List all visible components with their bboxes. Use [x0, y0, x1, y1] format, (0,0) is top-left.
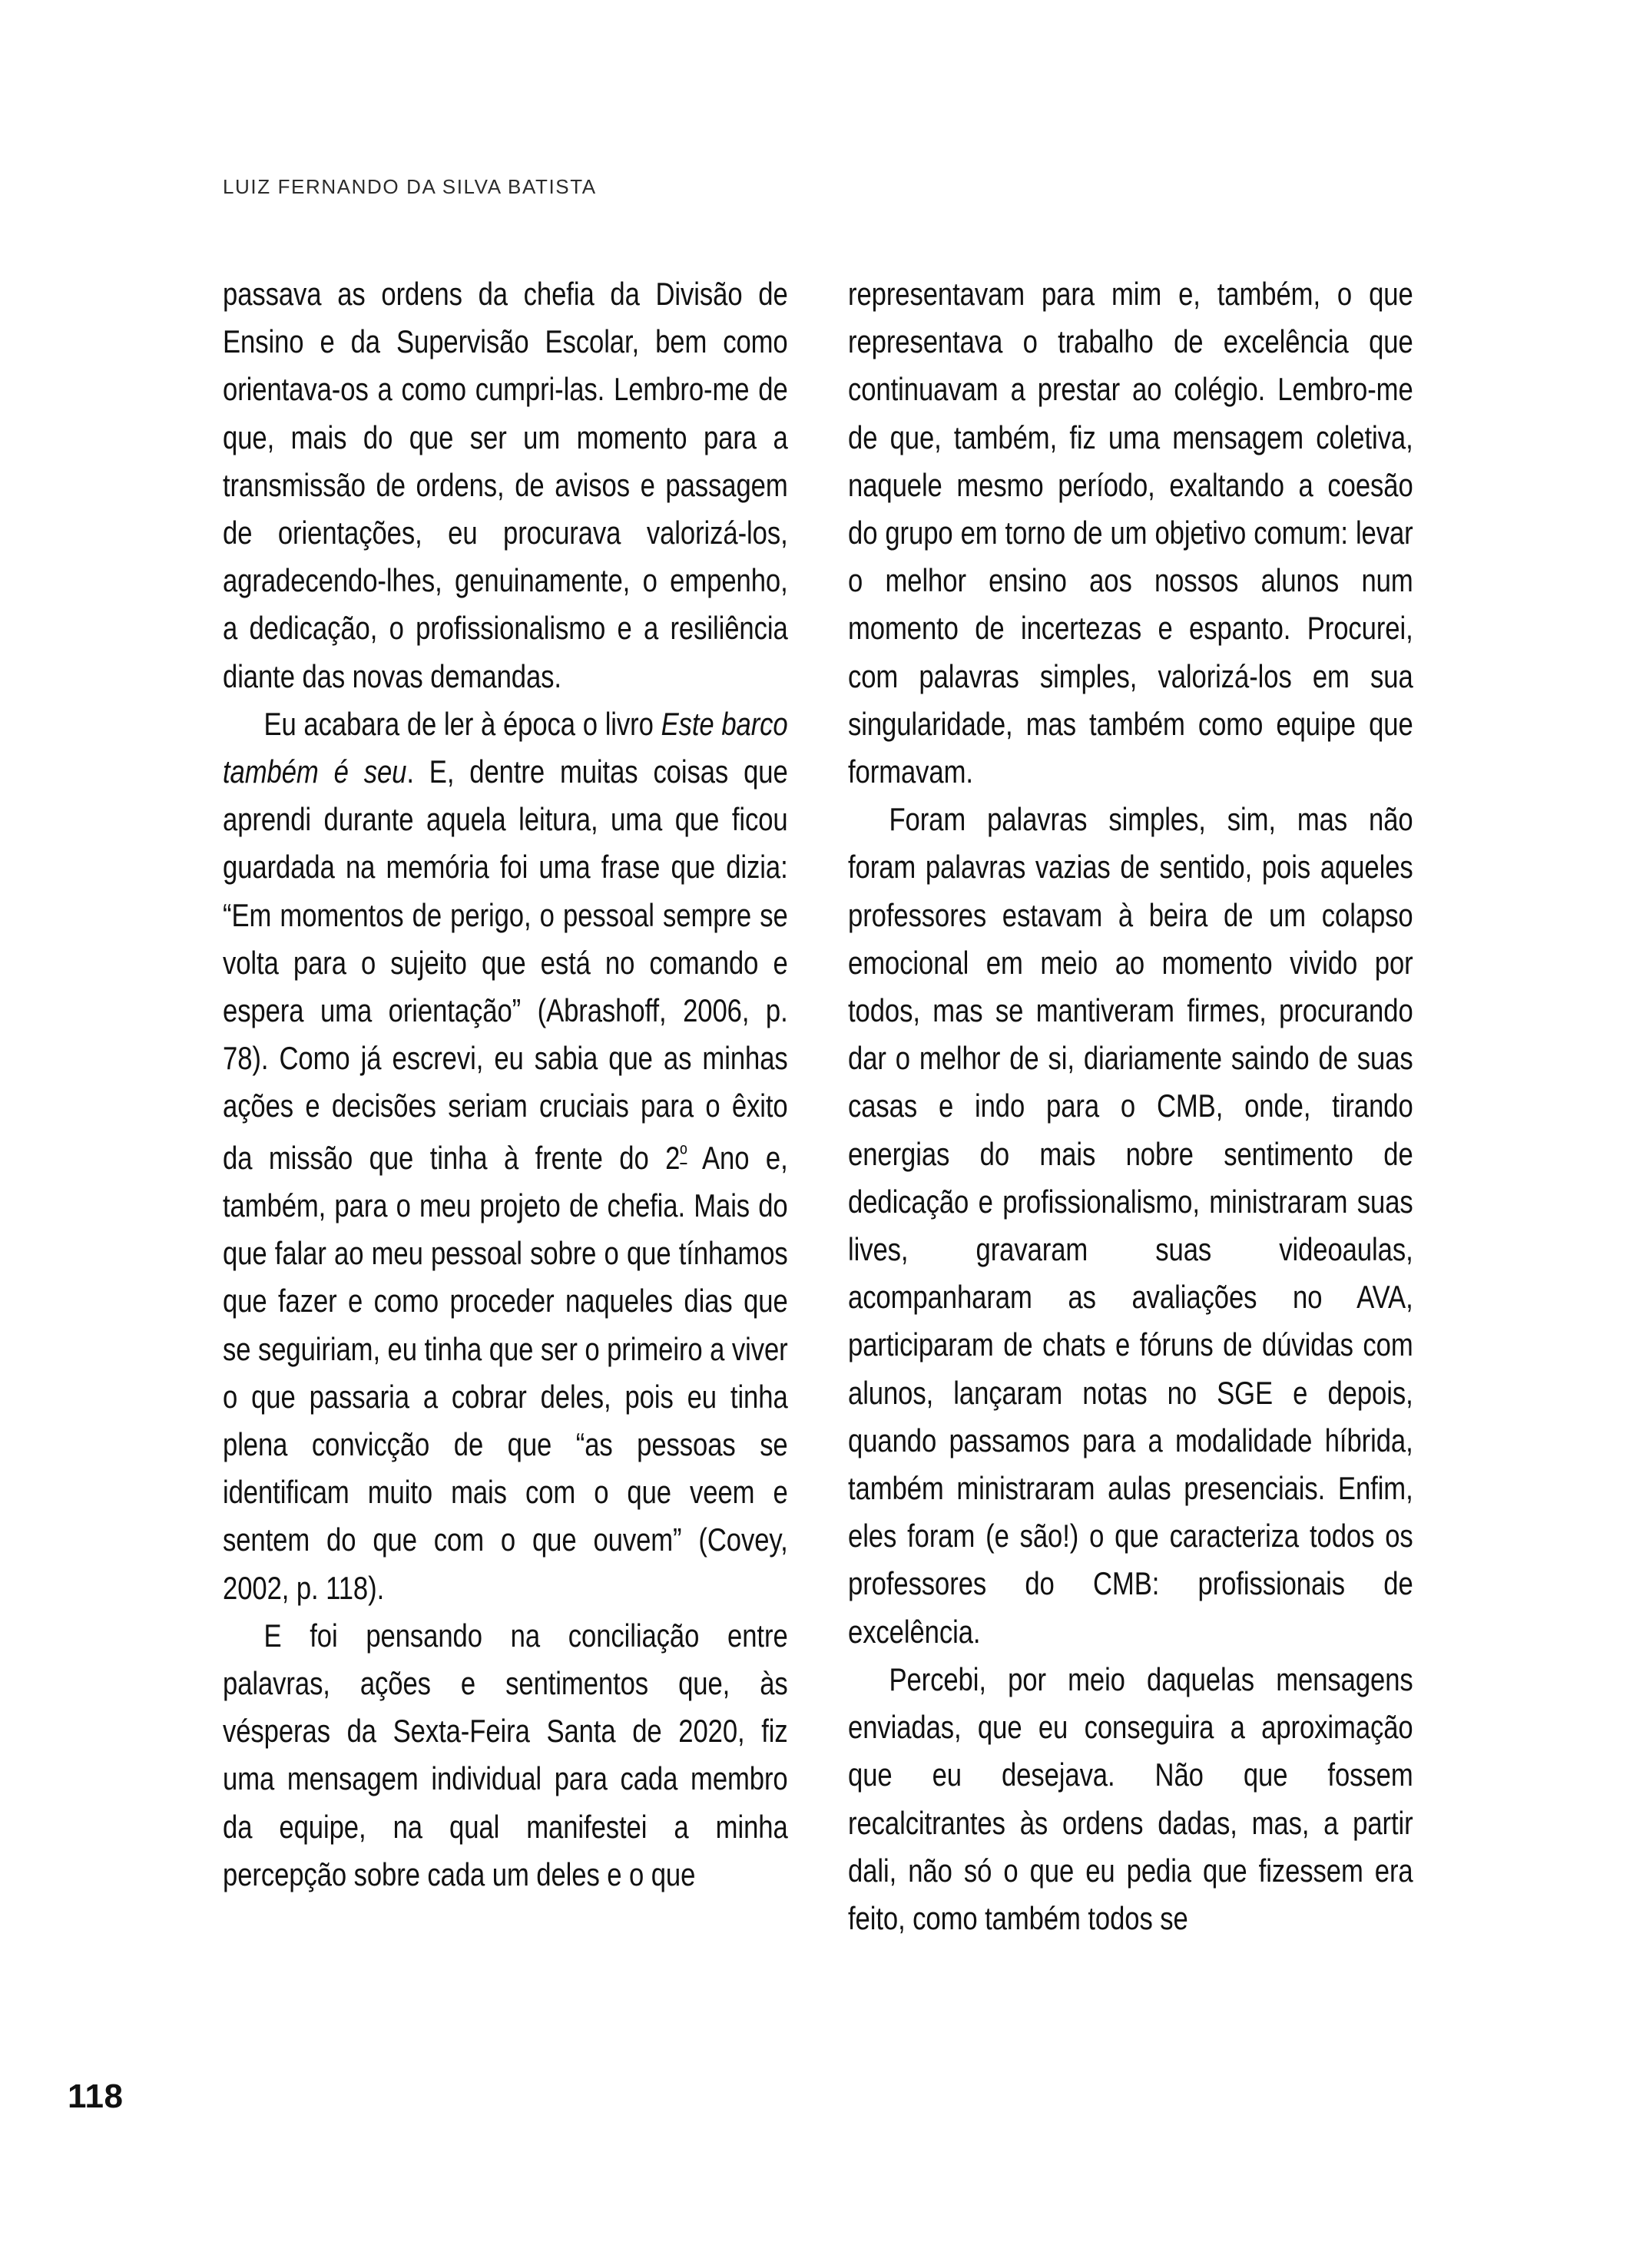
- paragraph: Percebi, por meio daquelas mensagens enviadas, que eu conseguira a aproximação que eu desejava. Não que fossem recalcitrantes às ordens dadas, mas, a partir dali, não só o que eu pedia que fizessem era feito, como também todos se: [848, 1660, 1413, 1936]
- ordinal-indicator: º: [680, 1141, 687, 1167]
- paragraph: passava as ordens da chefia da Divisão de Ensino e da Supervisão Escolar, bem como orientava-os a como cumpri-las. Lembro-me de que, mais do que ser um momento para a transmissão de ordens, de avisos e passagem de orientações, eu procurava valorizá-los, agradecendo-lhes, genuinamente, o empenho, a dedicação, o profissionalismo e a resiliência diante das novas demandas.: [223, 276, 788, 694]
- paragraph: Foram palavras simples, sim, mas não foram palavras vazias de sentido, pois aqueles professores estavam à beira de um colapso emocional em meio ao momento vivido por todos, mas se mantiveram firmes, procurando dar o melhor de si, diariamente saindo de suas casas e indo para o CMB, onde, tirando energias do mais nobre sentimento de dedicação e profissionalismo, ministraram suas lives, gravaram suas videoaulas, acompanharam as avaliações no AVA, participaram de chats e fóruns de dúvidas com alunos, lançaram notas no SGE e depois, quando passamos para a modalidade híbrida, também ministraram aulas presenciais. Enfim, eles foram (e são!) o que caracteriza todos os professores do CMB: profissionais de excelência.: [848, 801, 1413, 1650]
- text-columns: [223, 270, 1413, 1936]
- paragraph: [223, 700, 788, 1612]
- paragraph-text-segment: Ano e, também, para o meu projeto de chefia. Mais do que falar ao meu pessoal sobre o que tínhamos que fazer e como proceder naqueles dias que se seguiriam, eu tinha que ser o primeiro a viver o que passaria a cobrar deles, pois eu tinha plena convicção de que “as pessoas se identificam muito mais com o que veem e sentem do que com o que ouvem” (Covey, 2002, p. 118).: [223, 1139, 788, 1606]
- paragraph: representavam para mim e, também, o que representava o trabalho de excelência que continuavam a prestar ao colégio. Lembro-me de que, também, fiz uma mensagem coletiva, naquele mesmo período, exaltando a coesão do grupo em torno de um objetivo comum: levar o melhor ensino aos nossos alunos num momento de incertezas e espanto. Procurei, com palavras simples, valorizá-los em sua singularidade, mas também como equipe que formavam.: [848, 276, 1413, 790]
- left-column: [223, 270, 788, 1892]
- running-head: LUIZ FERNANDO DA SILVA BATISTA: [223, 175, 597, 198]
- paragraph: E foi pensando na conciliação entre palavras, ações e sentimentos que, às vésperas da Sexta-Feira Santa de 2020, fiz uma mensagem individual para cada membro da equipe, na qual manifestei a minha percepção sobre cada um deles e o que: [223, 1617, 788, 1892]
- right-column: [848, 270, 1413, 1936]
- paragraph-text-segment: . E, dentre muitas coisas que aprendi durante aquela leitura, uma que ficou guardada na memória foi uma frase que dizia: “Em momentos de perigo, o pessoal sempre se volta para o sujeito que está no comando e espera uma orientação” (Abrashoff, 2006, p. 78). Como já escrevi, eu sabia que as minhas ações e decisões seriam cruciais para o êxito da missão que tinha à frente do 2: [223, 753, 788, 1176]
- paragraph-text-segment: Eu acabara de ler à época o livro: [263, 705, 661, 742]
- page-number: 118: [68, 2078, 124, 2115]
- book-title-italic: Este barco também é seu: [223, 705, 788, 790]
